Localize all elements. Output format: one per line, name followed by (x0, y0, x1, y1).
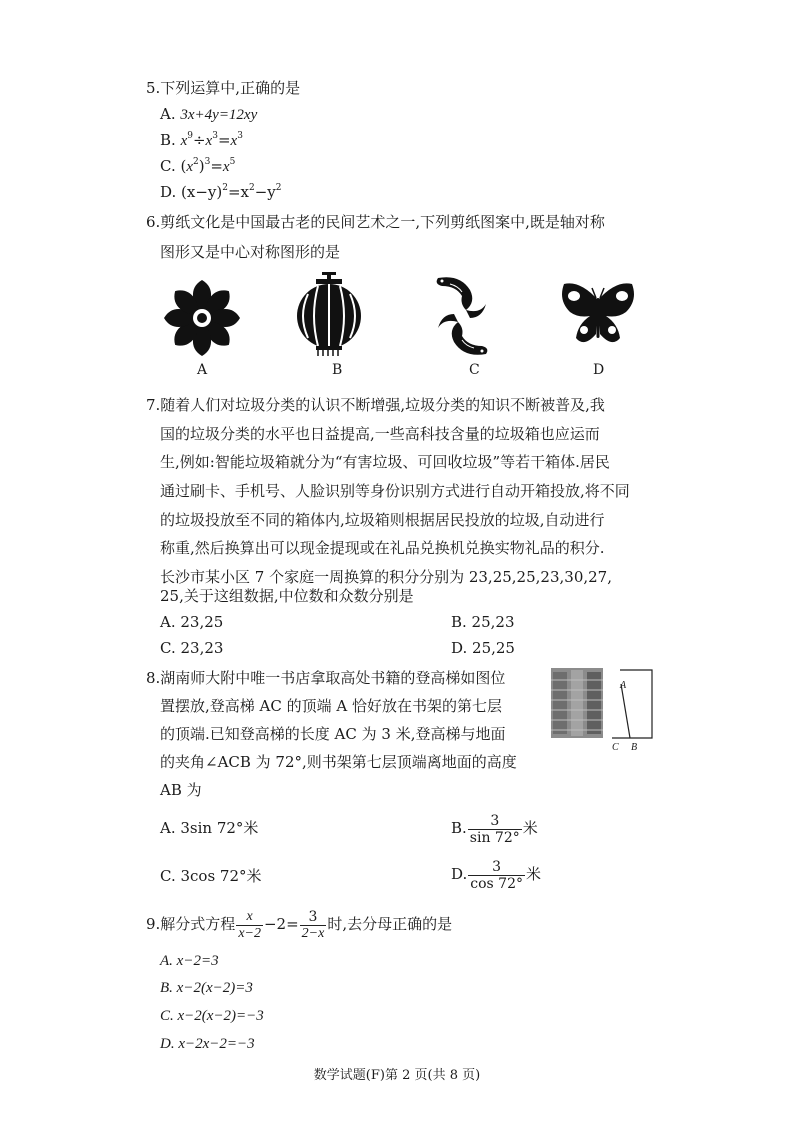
q7-option-b: B. 25,23 (451, 613, 515, 631)
q7-line-6: 称重,然后换算出可以现金提现或在礼品兑换机兑换实物礼品的积分. (160, 539, 605, 557)
q7-option-d: D. 25,25 (451, 639, 515, 657)
q8-option-c: C. 3cos 72°米 (160, 867, 262, 885)
q8-option-b: B. $\frac{3}{\sin 72^\circ}$ 米 (451, 812, 538, 846)
q7-option-c: C. 23,23 (160, 639, 224, 657)
q7-line-3: 生,例如:智能垃圾箱就分为“有害垃圾、可回收垃圾”等若干箱体.居民 (160, 453, 610, 471)
q6-caption-c: C (469, 362, 480, 378)
q9-stem: 9.解分式方程 $\frac{x}{x-2}$ −2= $\frac{3}{2-x}$ 时,去分母正确的是 (146, 908, 453, 941)
q5-option-a: A. 3x+4y=12xy (160, 105, 258, 123)
q9-option-c: C. x−2(x−2)=−3 (160, 1008, 264, 1024)
q5-option-d: D. $(x-y)^2=x^2-y^2$ (160, 183, 282, 201)
ladder-label-c: C (612, 742, 619, 753)
q5-option-c: C. $(x^2)^3=x^5$ (160, 157, 236, 175)
q8-option-d: D. $\frac{3}{\cos 72^\circ}$ 米 (451, 858, 541, 892)
q7-line-7: 长沙市某小区 7 个家庭一周换算的积分分别为 23,25,25,23,30,27, (160, 568, 612, 586)
q5-stem: 5.下列运算中,正确的是 (146, 79, 301, 97)
q7-line-4: 通过刷卡、手机号、人脸识别等身份识别方式进行自动开箱投放,将不同 (160, 482, 630, 500)
q6-caption-b: B (332, 362, 343, 378)
q7-line-1: 7.随着人们对垃圾分类的认识不断增强,垃圾分类的知识不断被普及,我 (146, 396, 605, 414)
q7-line-2: 国的垃圾分类的水平也日益提高,一些高科技含量的垃圾箱也应运而 (160, 425, 600, 443)
ladder-label-b: B (631, 742, 638, 753)
papercut-lantern-icon (296, 272, 362, 356)
q6-caption-d: D (593, 362, 605, 378)
q8-line-5: AB 为 (160, 781, 202, 799)
q9-option-a: A. x−2=3 (160, 953, 219, 969)
q8-line-3: 的顶端.已知登高梯的长度 AC 为 3 米,登高梯与地面 (160, 725, 506, 743)
q5-option-b: B. $x^9\div x^3=x^3$ (160, 131, 243, 149)
q7-line-8: 25,关于这组数据,中位数和众数分别是 (160, 587, 414, 605)
q8-line-1: 8.湖南师大附中唯一书店拿取高处书籍的登高梯如图位 (146, 669, 506, 687)
page-footer: 数学试题(F)第 2 页(共 8 页) (313, 1068, 481, 1083)
q6-caption-a: A (197, 362, 208, 378)
q7-line-5: 的垃圾投放至不同的箱体内,垃圾箱则根据居民投放的垃圾,自动进行 (160, 511, 605, 529)
q9-option-b: B. x−2(x−2)=3 (160, 980, 253, 996)
papercut-flower-icon (160, 276, 244, 360)
ladder-label-a: A (620, 680, 627, 691)
q9-option-d: D. x−2x−2=−3 (160, 1036, 255, 1052)
papercut-koi-fish-icon (430, 274, 494, 358)
q6-stem-line1: 6.剪纸文化是中国最古老的民间艺术之一,下列剪纸图案中,既是轴对称 (146, 213, 605, 231)
q7-option-a: A. 23,25 (160, 613, 224, 631)
q8-line-4: 的夹角∠ACB 为 72°,则书架第七层顶端离地面的高度 (160, 753, 517, 771)
q8-option-a: A. 3sin 72°米 (160, 819, 259, 837)
papercut-butterfly-icon (560, 280, 636, 352)
q6-stem-line2: 图形又是中心对称图形的是 (160, 243, 341, 261)
q8-line-2: 置摆放,登高梯 AC 的顶端 A 恰好放在书架的第七层 (160, 697, 502, 715)
bookshelf-photo (551, 668, 603, 738)
